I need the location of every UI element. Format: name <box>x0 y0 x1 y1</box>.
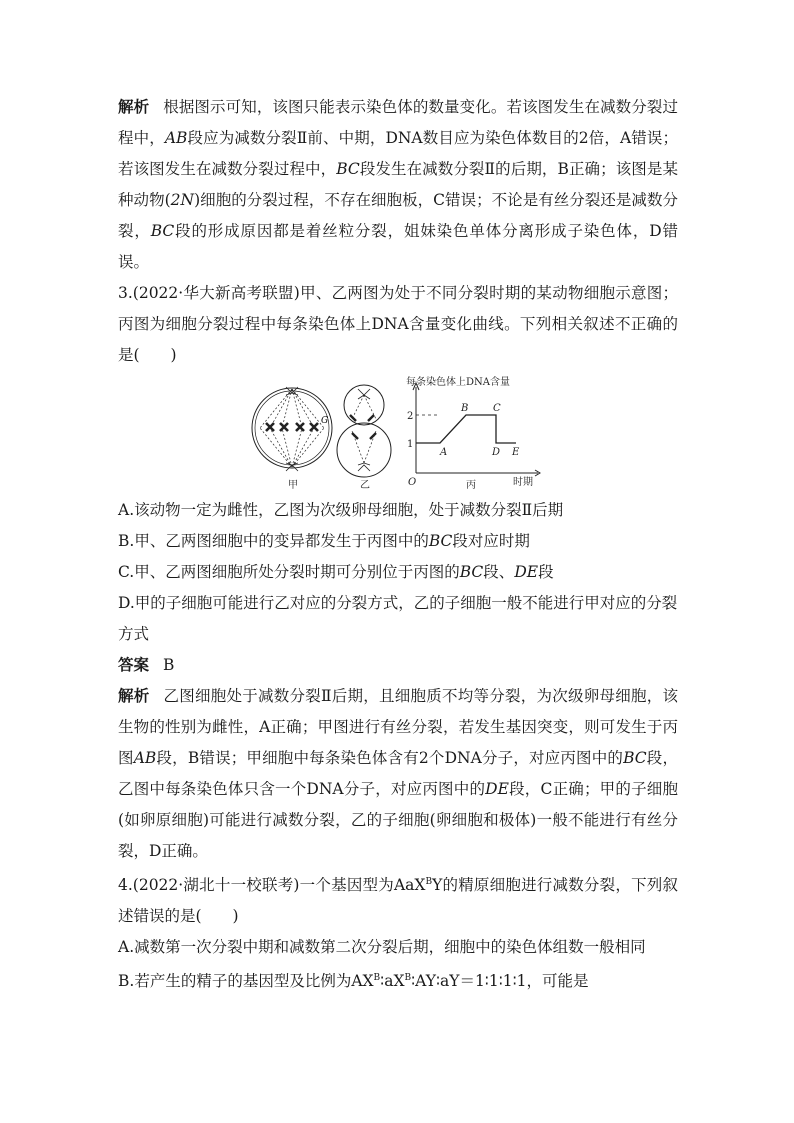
text: B.若产生的精子的基因型及比例为AX <box>118 972 374 991</box>
segment-bc: BC <box>150 222 175 240</box>
point-b: B <box>461 403 469 414</box>
text: 乙图细胞处于减数分裂Ⅱ后期，且细胞质不均等分裂，为次级卵母细胞，该生物的性别为雌性，A正确；甲图进行有丝分裂，若发生基因突变，则可发生于丙图 <box>118 687 678 767</box>
q3-analysis <box>118 681 678 867</box>
tick-1: 1 <box>407 439 414 450</box>
answer-value: B <box>163 656 175 674</box>
q3-option-c <box>118 557 678 588</box>
segment-bc: BC <box>623 749 647 767</box>
cell-division-figure <box>248 373 548 491</box>
answer-label: 答案 <box>118 656 150 674</box>
text: 段，C正确；甲的子细胞(如卵原细胞)可能进行减数分裂，乙的子细胞(卵细胞和极体)一般不能进行有丝分裂，D正确。 <box>118 780 678 860</box>
text: 段的形成原因都是着丝粒分裂，姐妹染色单体分离形成子染色体，D错误。 <box>118 222 678 271</box>
text: Y的精原细胞进行减数分裂，下列叙述错误的是( ) <box>118 876 678 926</box>
segment-ab: AB <box>164 129 188 147</box>
segment-bc: BC <box>459 563 484 581</box>
dna-graph <box>413 383 540 476</box>
text: 段、 <box>483 563 515 581</box>
q4-option-b <box>118 963 678 997</box>
ploidy-2n: 2N <box>170 191 195 209</box>
text: 段，乙图中每条染色体只含一个DNA分子，对应丙图中的 <box>118 749 678 798</box>
superscript: B <box>373 973 381 984</box>
text: 根据图示可知，该图只能表示染色体的数量变化。若该图发生在减数分裂过程中， <box>118 98 678 147</box>
point-a: A <box>440 447 448 458</box>
point-e: E <box>512 447 520 458</box>
point-d: D <box>492 447 501 458</box>
point-c: C <box>493 403 501 414</box>
segment-ab: AB <box>133 749 157 767</box>
text: 段，B错误；甲细胞中每条染色体含有2个DNA分子，对应丙图中的 <box>156 749 624 767</box>
q4-stem <box>118 867 678 932</box>
caption-yi: 乙 <box>360 480 370 491</box>
tick-2: 2 <box>407 411 414 422</box>
segment-bc: BC <box>428 532 453 550</box>
segment-de: DE <box>514 563 539 581</box>
dna-curve <box>416 415 516 443</box>
text: )细胞的分裂过程，不存在细胞板，C错误；不论是有丝分裂还是减数分裂， <box>118 191 678 240</box>
text: 4.(2022·湖北十一校联考)一个基因型为AaX <box>118 876 426 895</box>
q3-stem: 3.(2022·华大新高考联盟)甲、乙两图为处于不同分裂时期的某动物细胞示意图；丙图为细胞分裂过程中每条染色体上DNA含量变化曲线。下列相关叙述不正确的是( ) <box>118 284 678 364</box>
text: 段应为减数分裂Ⅱ前、中期，DNA数目应为染色体数目的2倍，A错误；若该图发生在减数分裂过程中， <box>118 129 678 178</box>
superscript: B <box>404 973 412 984</box>
text: 段发生在减数分裂Ⅱ的后期，B正确；该图是某种动物( <box>118 160 678 209</box>
caption-jia: 甲 <box>288 480 298 491</box>
origin-label: O <box>408 477 417 488</box>
q3-option-d: D.甲的子细胞可能进行乙对应的分裂方式，乙的子细胞一般不能进行甲对应的分裂方式 <box>118 594 678 643</box>
text: 段对应时期 <box>452 532 530 550</box>
text: 段 <box>538 563 554 581</box>
q4-option-a: A.减数第一次分裂中期和减数第二次分裂后期，细胞中的染色体组数一般相同 <box>118 938 646 957</box>
q3-figure <box>118 373 678 491</box>
q3-option-a: A.该动物一定为雌性，乙图为次级卵母细胞，处于减数分裂Ⅱ后期 <box>118 501 564 519</box>
text: ∶AY∶aY＝1∶1∶1∶1，可能是 <box>411 972 589 991</box>
cell-yi <box>337 385 391 477</box>
q3-option-b <box>118 526 678 557</box>
x-axis-label: 时期 <box>513 477 533 488</box>
page-content <box>118 92 678 997</box>
segment-bc: BC <box>336 160 360 178</box>
analysis-label: 解析 <box>118 687 150 705</box>
q2-analysis <box>118 92 678 278</box>
superscript: B <box>425 877 433 887</box>
cell-jia <box>252 387 332 471</box>
text: B.甲、乙两图细胞中的变异都发生于丙图中的 <box>118 532 429 550</box>
analysis-label: 解析 <box>118 98 150 116</box>
caption-bing: 丙 <box>466 480 476 491</box>
gene-label: G <box>321 416 329 426</box>
q3-answer <box>118 650 678 681</box>
text: ∶aX <box>380 972 405 991</box>
segment-de: DE <box>485 780 509 798</box>
text: C.甲、乙两图细胞所处分裂时期可分别位于丙图的 <box>118 563 460 581</box>
y-axis-label: 每条染色体上DNA含量 <box>406 377 510 388</box>
